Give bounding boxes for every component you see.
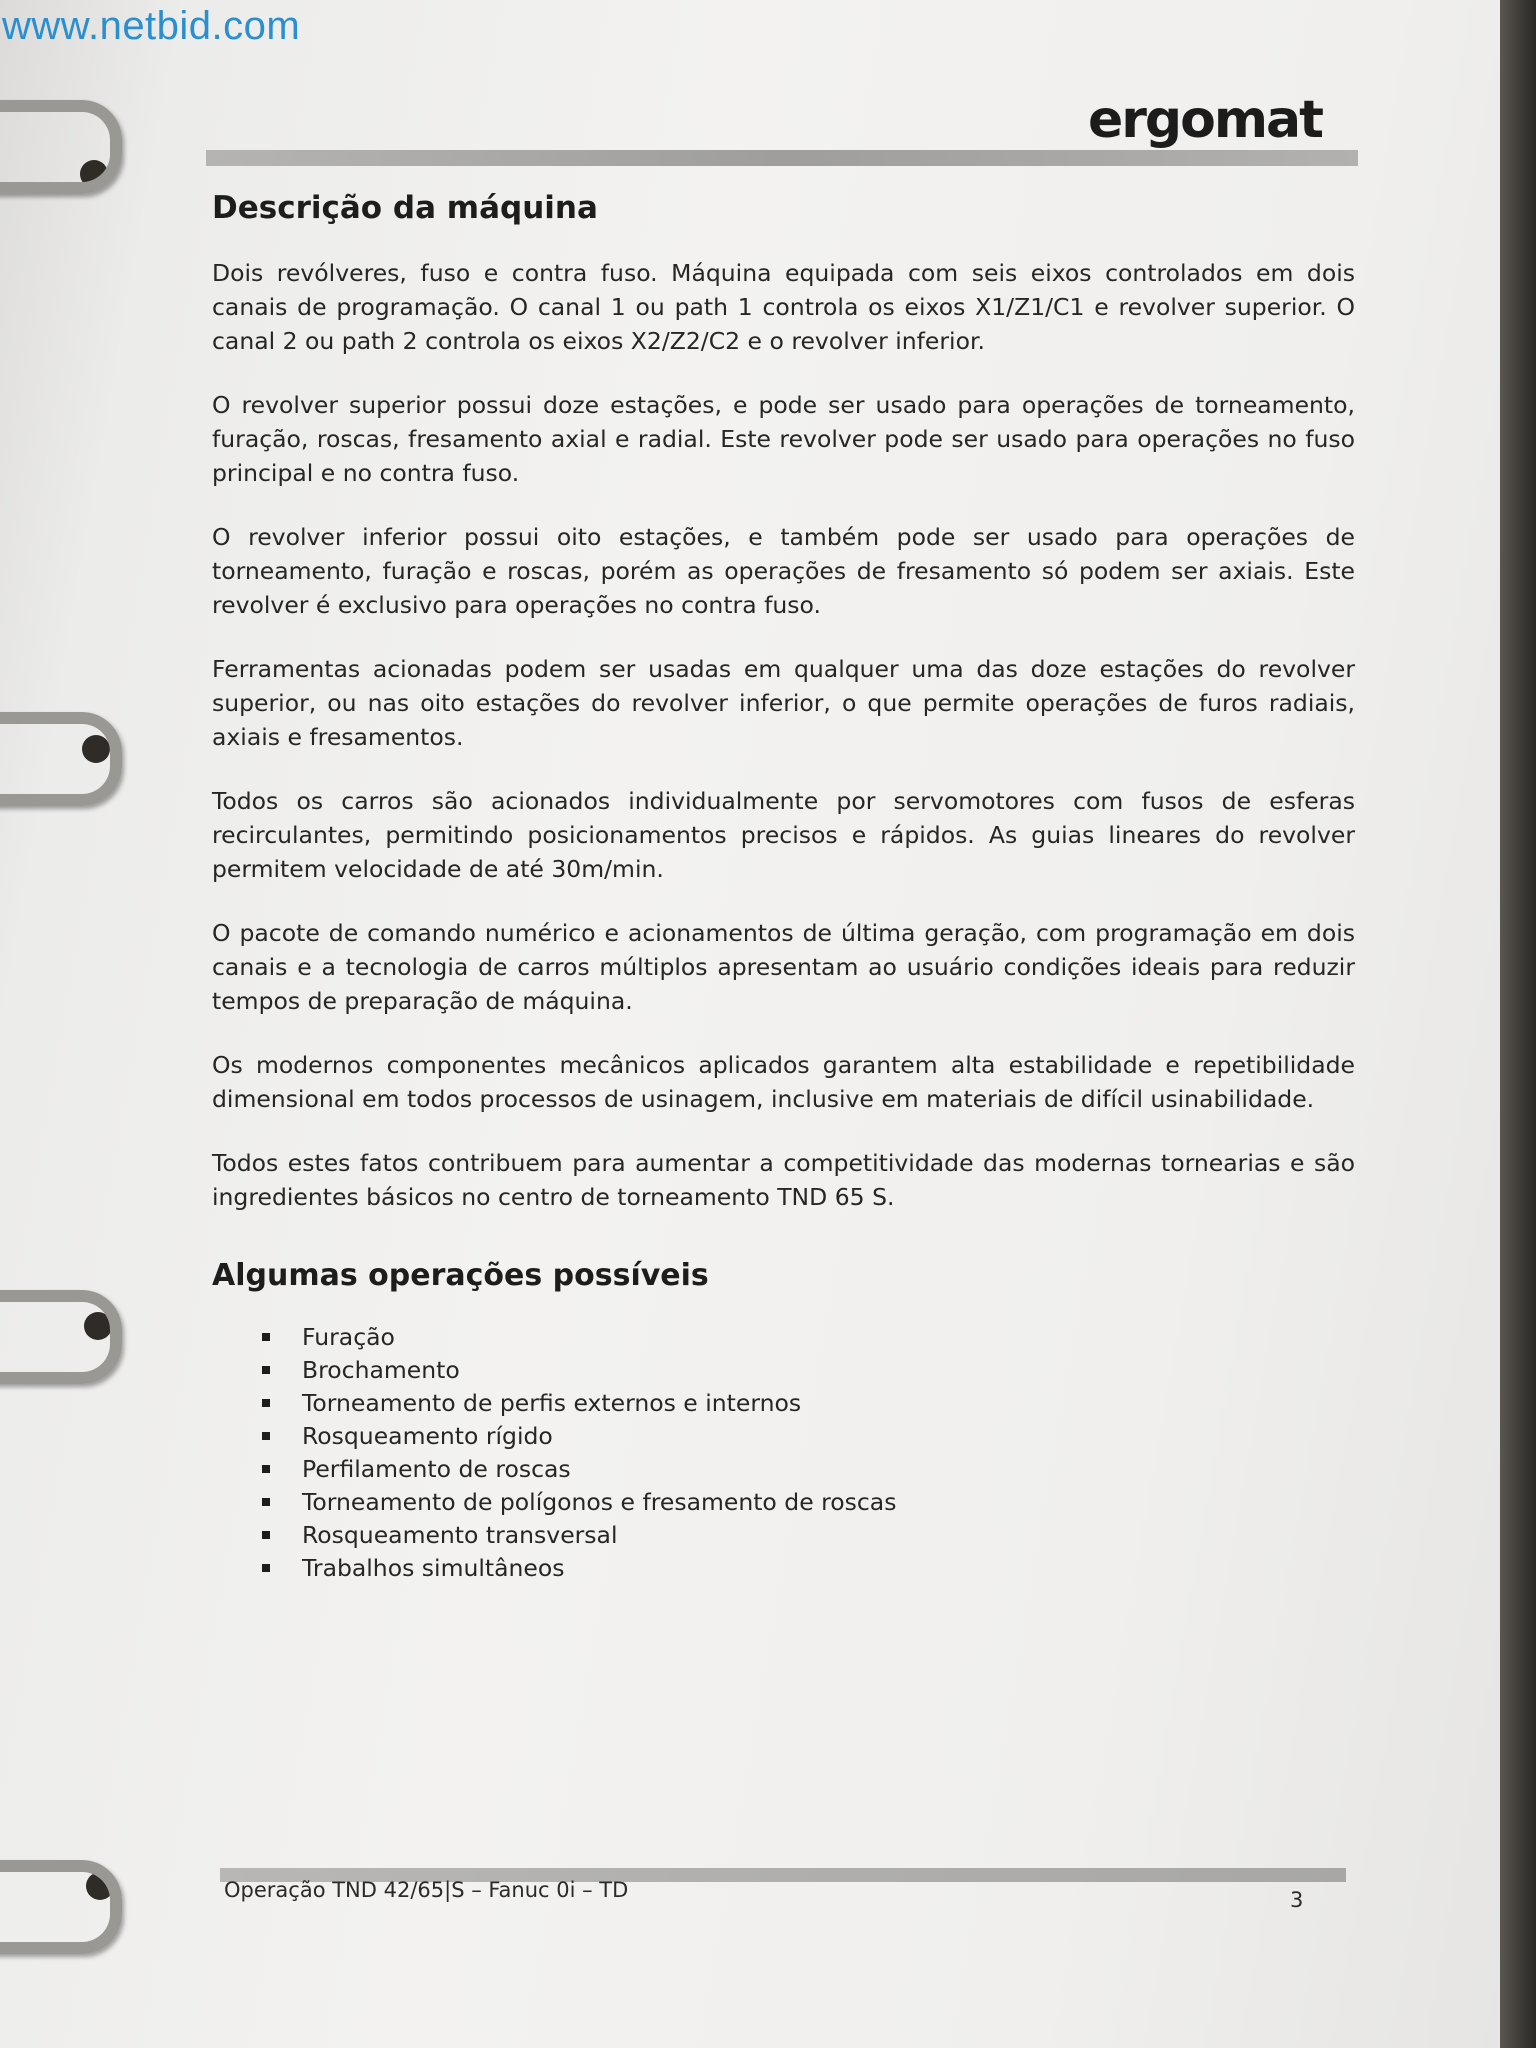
- list-item-label: Rosqueamento rígido: [302, 1422, 553, 1450]
- paragraph: O revolver superior possui doze estações, e pode ser usado para operações de torneamento, furação, roscas, fresamento axial e radial. Este revolver pode ser usado para operações no fuso principal e no contra fuso.: [212, 391, 1355, 487]
- footer-text: Operação TND 42/65|S – Fanuc 0i – TD: [224, 1878, 629, 1902]
- list-item-label: Perfilamento de roscas: [302, 1455, 571, 1483]
- bullet-icon: [262, 1399, 270, 1407]
- list-item-label: Furação: [302, 1323, 395, 1351]
- list-item-label: Torneamento de polígonos e fresamento de roscas: [302, 1488, 897, 1516]
- list-item: [262, 1387, 1355, 1420]
- list-item: [262, 1453, 1355, 1486]
- section-title-machine-description: Descrição da máquina: [212, 190, 598, 226]
- binder-ring-icon: [0, 100, 122, 194]
- bullet-icon: [262, 1465, 270, 1473]
- list-item: [262, 1519, 1355, 1552]
- list-item-label: Torneamento de perfis externos e internos: [302, 1389, 802, 1417]
- bullet-icon: [262, 1432, 270, 1440]
- binder-ring-icon: [0, 1860, 122, 1954]
- page-content: [212, 190, 1355, 1585]
- list-item: [262, 1321, 1355, 1354]
- list-item: [262, 1354, 1355, 1387]
- operations-list: [262, 1321, 1355, 1585]
- page-number: 3: [1290, 1888, 1304, 1912]
- list-item: [262, 1420, 1355, 1453]
- paragraph: O pacote de comando numérico e acionamentos de última geração, com programação em dois canais e a tecnologia de carros múltiplos apresentam ao usuário condições ideais para reduzir tempos de preparação de máquina.: [212, 919, 1355, 1015]
- paragraph: Todos os carros são acionados individualmente por servomotores com fusos de esferas recirculantes, permitindo posicionamentos precisos e rápidos. As guias lineares do revolver permitem velocidade de até 30m/min.: [212, 787, 1355, 883]
- section-title-operations: Algumas operações possíveis: [212, 1258, 709, 1293]
- paragraph: O revolver inferior possui oito estações, e também pode ser usado para operações de torneamento, furação e roscas, porém as operações de fresamento só podem ser axiais. Este revolver é exclusivo para operações no contra fuso.: [212, 523, 1355, 619]
- bullet-icon: [262, 1333, 270, 1341]
- list-item-label: Brochamento: [302, 1356, 460, 1384]
- binder-ring-icon: [0, 1290, 122, 1384]
- bullet-icon: [262, 1564, 270, 1572]
- bullet-icon: [262, 1531, 270, 1539]
- paragraph: Dois revólveres, fuso e contra fuso. Máquina equipada com seis eixos controlados em dois canais de programação. O canal 1 ou path 1 controla os eixos X1/Z1/C1 e revolver superior. O canal 2 ou path 2 controla os eixos X2/Z2/C2 e o revolver inferior.: [212, 259, 1355, 355]
- watermark-url: www.netbid.com: [2, 4, 301, 48]
- binder-ring-icon: [0, 712, 122, 806]
- paragraph: Ferramentas acionadas podem ser usadas em qualquer uma das doze estações do revolver superior, ou nas oito estações do revolver inferior, o que permite operações de furos radiais, axiais e fresamentos.: [212, 655, 1355, 751]
- list-item: [262, 1486, 1355, 1519]
- paragraph: Todos estes fatos contribuem para aumentar a competitividade das modernas tornearias e são ingredientes básicos no centro de torneamento TND 65 S.: [212, 1149, 1355, 1211]
- list-item-label: Rosqueamento transversal: [302, 1521, 618, 1549]
- list-item: [262, 1552, 1355, 1585]
- paragraph: Os modernos componentes mecânicos aplicados garantem alta estabilidade e repetibilidade dimensional em todos processos de usinagem, inclusive em materiais de difícil usinabilidade.: [212, 1051, 1355, 1113]
- background-edge: [1500, 0, 1536, 2048]
- bullet-icon: [262, 1498, 270, 1506]
- list-item-label: Trabalhos simultâneos: [302, 1554, 565, 1582]
- header-divider: [206, 150, 1358, 166]
- bullet-icon: [262, 1366, 270, 1374]
- ergomat-logo: ergomat: [1088, 90, 1322, 150]
